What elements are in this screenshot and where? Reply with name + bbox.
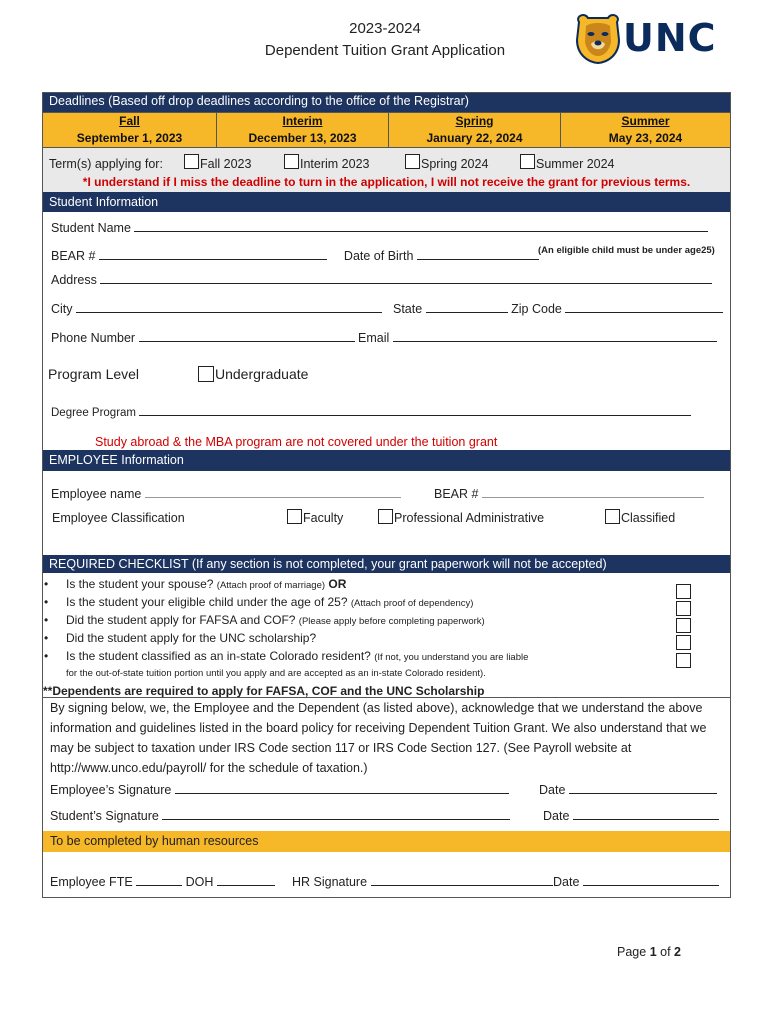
checklist-item-text: Is the student your eligible child under the age of 25? [66, 595, 348, 609]
checklist-checkbox-5[interactable] [676, 653, 691, 668]
bullet-icon: • [44, 613, 49, 627]
state-label: State [392, 302, 423, 316]
agreement-line-2: information and guidelines listed in the board policy for receiving Dependent Tuition Grant. We also understand that we [50, 721, 707, 735]
phone-field[interactable] [139, 329, 355, 342]
deadline-warning: *I understand if I miss the deadline to turn in the application, I will not receive the grant for previous terms. [82, 175, 691, 189]
hr-date-row [553, 873, 719, 890]
checklist-checkbox-3[interactable] [676, 618, 691, 633]
professional-admin-label: Professional Administrative [394, 511, 545, 525]
student-signature-field[interactable] [162, 807, 510, 820]
phone-label: Phone Number [51, 331, 136, 345]
summer-2024-checkbox[interactable] [520, 154, 535, 169]
checklist-footer: **Dependents are required to apply for FAFSA, COF and the UNC Scholarship [43, 684, 485, 698]
interim-2023-checkbox[interactable] [284, 154, 299, 169]
employee-name-row [51, 485, 401, 502]
page-prefix: Page [617, 945, 647, 959]
deadline-term-name: Spring [455, 114, 494, 128]
address-label: Address [51, 273, 97, 287]
checklist-item-note: (Please apply before completing paperwork) [298, 616, 485, 627]
checklist-item-text: Did the student apply for the UNC scholarship? [66, 631, 317, 645]
deadline-fall [43, 113, 217, 149]
form-frame [42, 92, 731, 898]
agreement-line-4: http://www.unco.edu/payroll/ for the schedule of taxation.) [50, 761, 368, 775]
checklist-item [44, 611, 485, 631]
email-label: Email [358, 331, 390, 345]
interim-2023-label: Interim 2023 [300, 157, 370, 171]
employee-bear-label: BEAR # [434, 487, 479, 501]
dob-age-note: (An eligible child must be under age25) [538, 245, 715, 256]
summer-2024-label: Summer 2024 [536, 157, 615, 171]
page-number [617, 945, 681, 959]
page-total: 2 [674, 945, 681, 959]
employee-signature-row [50, 781, 509, 798]
employee-date-label: Date [539, 783, 566, 797]
hr-fte-doh-row [50, 873, 275, 890]
city-label: City [51, 302, 73, 316]
checklist-item-text: Is the student your spouse? [66, 577, 214, 591]
student-name-label: Student Name [51, 221, 131, 235]
classified-label: Classified [621, 511, 676, 525]
bullet-icon: • [44, 631, 49, 645]
email-field[interactable] [393, 329, 717, 342]
zip-label: Zip Code [511, 302, 562, 316]
student-info-heading: Student Information [43, 192, 730, 212]
checklist-checkbox-2[interactable] [676, 601, 691, 616]
classified-checkbox[interactable] [605, 509, 620, 524]
deadline-term-name: Fall [119, 114, 140, 128]
student-date-field[interactable] [573, 807, 719, 820]
student-bear-label: BEAR # [51, 249, 96, 263]
checklist-item-suffix: OR [328, 577, 347, 591]
city-field[interactable] [76, 300, 382, 313]
employee-classification-label: Employee Classification [52, 511, 185, 525]
checklist-item [44, 629, 317, 647]
checklist-item-text: Did the student apply for FAFSA and COF? [66, 613, 296, 627]
checklist-heading: REQUIRED CHECKLIST (If any section is not completed, your grant paperwork will not be accepted) [43, 555, 730, 573]
logo-wordmark: UNC [623, 16, 717, 60]
professional-admin-checkbox[interactable] [378, 509, 393, 524]
terms-applying-label: Term(s) applying for: [49, 157, 163, 171]
bullet-icon: • [44, 577, 49, 591]
employee-signature-label: Employee’s Signature [50, 783, 172, 797]
checklist-checkbox-1[interactable] [676, 584, 691, 599]
hr-signature-label: HR Signature [292, 875, 368, 889]
doh-label: DOH [185, 875, 214, 889]
bear-icon [573, 12, 623, 64]
employee-bear-row [434, 485, 704, 502]
deadline-date: January 22, 2024 [426, 131, 523, 145]
deadline-term-name: Summer [621, 114, 670, 128]
faculty-label: Faculty [303, 511, 344, 525]
deadline-term-name: Interim [282, 114, 323, 128]
hr-date-field[interactable] [583, 873, 719, 886]
state-field[interactable] [426, 300, 508, 313]
student-name-row [51, 219, 708, 236]
deadline-date: September 1, 2023 [76, 131, 183, 145]
deadline-date: May 23, 2024 [608, 131, 683, 145]
checklist-item-note: (Attach proof of dependency) [350, 598, 474, 609]
zip-field[interactable] [565, 300, 723, 313]
hr-date-label: Date [553, 875, 580, 889]
spring-2024-label: Spring 2024 [421, 157, 489, 171]
student-bear-field[interactable] [99, 247, 327, 260]
checklist-item [44, 647, 529, 667]
degree-program-row [51, 403, 691, 421]
undergraduate-checkbox[interactable] [198, 366, 214, 382]
degree-program-label: Degree Program [51, 407, 137, 419]
phone-email-row [51, 329, 717, 346]
employee-bear-field[interactable] [482, 485, 704, 498]
checklist-item [44, 575, 347, 595]
checklist-checkbox-4[interactable] [676, 635, 691, 650]
agreement-line-1: By signing below, we, the Employee and the Dependent (as listed above), acknowledge that we understand the above [50, 701, 703, 715]
deadline-date: December 13, 2023 [248, 131, 357, 145]
fte-label: Employee FTE [50, 875, 133, 889]
deadline-interim [217, 113, 389, 149]
fall-2023-label: Fall 2023 [200, 157, 252, 171]
student-date-label: Date [543, 809, 570, 823]
student-signature-label: Student’s Signature [50, 809, 159, 823]
student-signature-row [50, 807, 510, 824]
faculty-checkbox[interactable] [287, 509, 302, 524]
student-name-field[interactable] [134, 219, 708, 232]
undergraduate-label: Undergraduate [215, 366, 309, 382]
deadlines-row [43, 112, 730, 148]
employee-name-field[interactable] [145, 485, 401, 498]
bullet-icon: • [44, 649, 49, 663]
address-row [51, 271, 712, 288]
form-title: Dependent Tuition Grant Application [264, 42, 506, 59]
study-abroad-note: Study abroad & the MBA program are not covered under the tuition grant [95, 435, 498, 449]
dob-field[interactable] [417, 247, 539, 260]
employee-date-field[interactable] [569, 781, 717, 794]
employee-info-heading: EMPLOYEE Information [43, 450, 730, 471]
student-date-row [543, 807, 719, 824]
unc-logo [573, 12, 753, 64]
deadline-spring [389, 113, 561, 149]
bear-dob-row [51, 247, 539, 264]
employee-name-label: Employee name [51, 487, 142, 501]
city-state-zip-row [51, 300, 723, 317]
deadline-summer [561, 113, 730, 149]
doh-field[interactable] [217, 873, 275, 886]
checklist-item-note: (Attach proof of marriage) [216, 580, 326, 591]
employee-signature-field[interactable] [175, 781, 509, 794]
degree-program-field[interactable] [139, 403, 691, 416]
fall-2023-checkbox[interactable] [184, 154, 199, 169]
dob-label: Date of Birth [343, 249, 414, 263]
spring-2024-checkbox[interactable] [405, 154, 420, 169]
employee-date-row [539, 781, 717, 798]
checklist-item-note: (If not, you understand you are liable [374, 652, 529, 663]
page-of: of [660, 945, 671, 959]
address-field[interactable] [100, 271, 712, 284]
checklist-item-text: Is the student classified as an in-state Colorado resident? [66, 649, 371, 663]
program-level-label: Program Level [48, 366, 140, 382]
checklist-item5-continuation: for the out-of-state tuition portion until you apply and are accepted as an in-state Colorado resident). [66, 668, 486, 679]
checklist-item [44, 593, 474, 613]
hr-signature-row [292, 873, 553, 890]
hr-heading: To be completed by human resources [43, 831, 730, 852]
deadlines-heading: Deadlines (Based off drop deadlines according to the office of the Registrar) [43, 93, 730, 112]
fte-field[interactable] [136, 873, 182, 886]
bullet-icon: • [44, 595, 49, 609]
agreement-line-3: may be subject to taxation under IRS Code section 117 or IRS Code Section 127. (See Payroll website at [50, 741, 632, 755]
form-year: 2023-2024 [349, 20, 421, 37]
page-current: 1 [649, 945, 657, 959]
hr-signature-field[interactable] [371, 873, 553, 886]
